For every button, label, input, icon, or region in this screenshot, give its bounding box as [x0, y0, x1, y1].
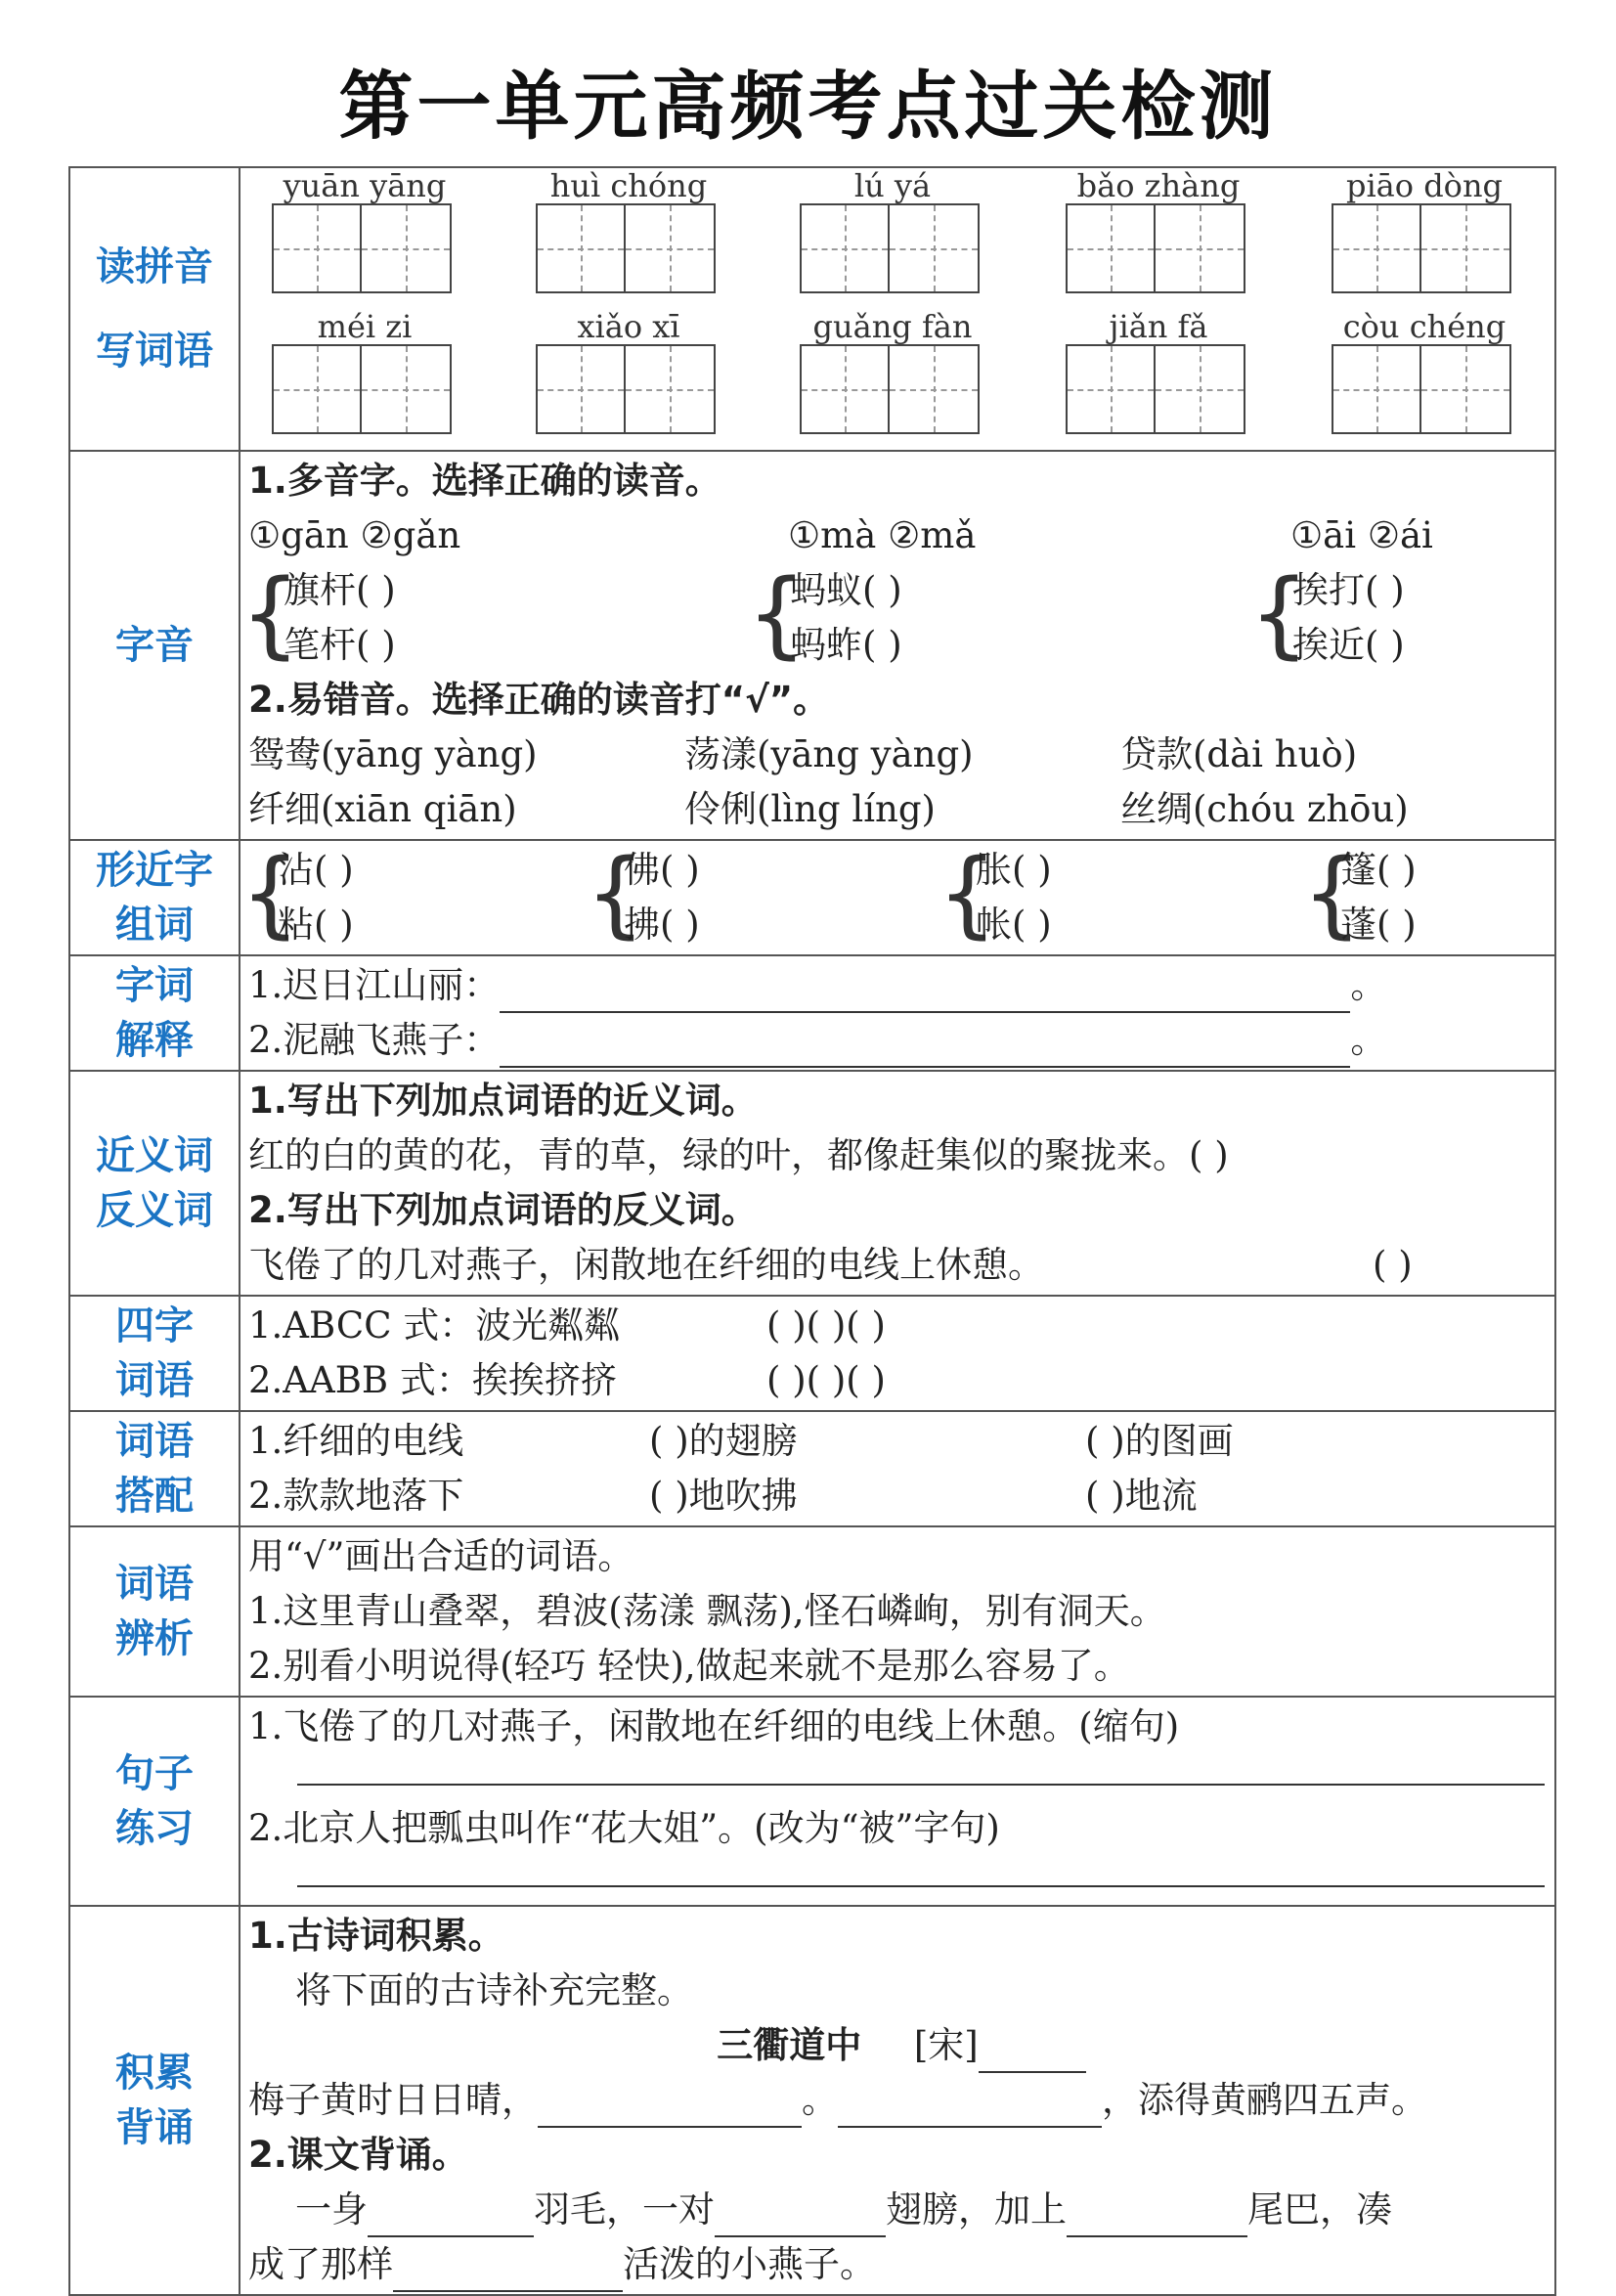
label-line: 积累 — [115, 2051, 194, 2096]
item: 2.北京人把瓢虫叫作“花大姐”。(改为“被”字句) — [248, 1807, 1000, 1849]
poem-title: 三衢道中 — [717, 2024, 862, 2066]
item: 纤细(xiān qiān) — [248, 788, 517, 830]
explain-line — [248, 1013, 1554, 1068]
pinyin-word — [1332, 309, 1517, 434]
recite-text: 羽毛，一对 — [534, 2188, 715, 2230]
item: 胀( ) — [976, 849, 1052, 891]
sentence-line — [248, 1238, 1554, 1293]
section-label — [69, 1071, 240, 1296]
brace-icon: { — [586, 839, 646, 949]
brace-icon: { — [240, 559, 301, 669]
pinyin-label: bǎo zhàng — [1076, 167, 1241, 204]
recite-text: 翅膀，加上 — [886, 2188, 1067, 2230]
item: 佛( ) — [624, 849, 700, 891]
writing-box[interactable] — [626, 203, 716, 293]
writing-box[interactable] — [272, 203, 362, 293]
section-label — [69, 1411, 240, 1526]
answer-line[interactable] — [297, 1784, 1545, 1786]
item: 1.飞倦了的几对燕子，闲散地在纤细的电线上休憩。(缩句) — [248, 1705, 1180, 1747]
option-line — [248, 508, 1554, 563]
word-line — [248, 1353, 1554, 1408]
writing-box[interactable] — [362, 344, 452, 434]
recite-text: 成了那样 — [248, 2243, 393, 2285]
item: 沾( ) — [278, 849, 354, 891]
answer-blanks[interactable]: ( )( )( ) — [766, 1359, 886, 1401]
label-line: 读拼音 — [96, 244, 213, 289]
period: 。 — [1350, 1019, 1387, 1061]
section-bianxi — [69, 1526, 1555, 1697]
sentence: 红的白的黄的花，青的草，绿的叶，都像赶集似的聚拢来。( ) — [248, 1134, 1229, 1176]
page-title: 第一单元高频考点过关检测 — [338, 63, 1278, 150]
recite-blank[interactable] — [393, 2249, 623, 2292]
pinyin-word — [536, 309, 721, 434]
writing-box[interactable] — [1421, 344, 1511, 434]
item: ( )地吹拂 — [649, 1475, 798, 1517]
item: 2.泥融飞燕子： — [248, 1019, 501, 1061]
item: 笔杆( ) — [284, 624, 396, 666]
writing-box[interactable] — [800, 344, 890, 434]
section-dapei — [69, 1411, 1555, 1526]
label-line: 字词 — [115, 963, 194, 1008]
label-line: 解释 — [115, 1018, 194, 1063]
label-line: 近义词 — [96, 1133, 213, 1178]
answer-blank[interactable]: ( ) — [1373, 1244, 1413, 1286]
pinyin-label: lú yá — [853, 167, 932, 204]
pinyin-word — [800, 168, 985, 293]
section-xingjin — [69, 840, 1555, 955]
section-jilei — [69, 1906, 1555, 2295]
item: 2.别看小明说得(轻巧 轻快),做起来就不是那么容易了。 — [248, 1645, 1130, 1687]
question-heading: 1.古诗词积累。 — [248, 1915, 504, 1957]
label-line: 词语 — [115, 1562, 194, 1607]
label-line: 组词 — [115, 903, 194, 948]
writing-box[interactable] — [536, 344, 626, 434]
period: 。 — [1350, 964, 1387, 1006]
item: 蚂蚁( ) — [790, 569, 902, 611]
label-line: 背诵 — [115, 2105, 194, 2150]
section-sizi — [69, 1296, 1555, 1411]
label-line: 四字 — [115, 1303, 194, 1348]
question-heading: 1.写出下列加点词语的近义词。 — [248, 1080, 758, 1122]
item: ( )地流 — [1085, 1475, 1198, 1517]
word-line — [248, 1299, 1554, 1353]
item: 贷款(dài huò) — [1120, 733, 1358, 775]
pinyin-row — [248, 309, 1547, 450]
answer-blanks[interactable]: ( )( )( ) — [766, 1304, 886, 1347]
item: 帐( ) — [976, 904, 1052, 946]
pinyin-label: xiǎo xī — [577, 308, 680, 345]
error-line — [248, 728, 1554, 782]
poem-blank[interactable] — [838, 2085, 1102, 2128]
section-jinfan — [69, 1071, 1555, 1296]
writing-box[interactable] — [1332, 344, 1421, 434]
item: 丝绸(chóu zhōu) — [1120, 788, 1409, 830]
writing-box[interactable] — [1156, 203, 1245, 293]
item: 挨打( ) — [1292, 569, 1405, 611]
item: 篷( ) — [1340, 849, 1417, 891]
label-line: 词语 — [115, 1419, 194, 1464]
question-heading: 2.课文背诵。 — [248, 2134, 468, 2176]
item: ( )的翅膀 — [649, 1420, 798, 1462]
sentence: 飞倦了的几对燕子，闲散地在纤细的电线上休憩。 — [248, 1244, 1044, 1286]
poem-text: 。 — [802, 2079, 838, 2121]
recite-text: 活泼的小燕子。 — [623, 2243, 876, 2285]
poem-text: ，添得黄鹂四五声。 — [1102, 2079, 1427, 2121]
item: 挨近( ) — [1292, 624, 1405, 666]
writing-box[interactable] — [890, 344, 980, 434]
item: 蚂蚱( ) — [790, 624, 902, 666]
writing-box[interactable] — [1066, 344, 1156, 434]
label-line: 练习 — [115, 1806, 194, 1851]
pinyin-word — [272, 309, 458, 434]
writing-box[interactable] — [1066, 203, 1156, 293]
section-juzi — [69, 1697, 1555, 1906]
writing-box[interactable] — [890, 203, 980, 293]
recite-blank[interactable] — [1067, 2194, 1247, 2237]
label-line: 句子 — [115, 1751, 194, 1796]
item: 2.AABB 式：挨挨挤挤 — [248, 1359, 617, 1401]
recite-blank[interactable] — [368, 2194, 534, 2237]
author-blank[interactable] — [979, 2030, 1086, 2073]
item: 1.这里青山叠翠，碧波(荡漾 飘荡),怪石嶙峋，别有洞天。 — [248, 1590, 1166, 1632]
writing-box[interactable] — [626, 344, 716, 434]
options-group-1: ①gān ②gǎn — [248, 514, 461, 556]
item: 1.ABCC 式：波光粼粼 — [248, 1304, 621, 1347]
answer-blank[interactable] — [500, 1025, 1350, 1068]
writing-box[interactable] — [1156, 344, 1245, 434]
item: 鸳鸯(yāng yàng) — [248, 733, 538, 775]
pinyin-label: méi zi — [317, 308, 413, 345]
item: 旗杆( ) — [284, 569, 396, 611]
polyphone-groups — [240, 559, 1554, 673]
poem-blank[interactable] — [538, 2085, 802, 2128]
pinyin-label: huì chóng — [549, 167, 708, 204]
section-label — [69, 1296, 240, 1411]
instruction: 用“√”画出合适的词语。 — [248, 1535, 634, 1577]
question-heading: 1.多音字。选择正确的读音。 — [248, 460, 721, 502]
section-pinyin — [69, 167, 1555, 451]
pinyin-label: jiǎn fǎ — [1109, 308, 1208, 345]
writing-box[interactable] — [272, 344, 362, 434]
answer-line[interactable] — [297, 1885, 1545, 1887]
poem-title-line — [248, 2018, 1554, 2073]
collocation-line — [248, 1414, 1554, 1469]
pinyin-label: guǎng fàn — [812, 308, 973, 345]
item: 蓬( ) — [1340, 904, 1417, 946]
section-label — [69, 955, 240, 1071]
answer-blank[interactable] — [500, 970, 1350, 1013]
section-label — [69, 1697, 240, 1906]
question-heading: 2.易错音。选择正确的读音打“√”。 — [248, 679, 830, 721]
label-line: 搭配 — [115, 1474, 194, 1519]
section-label: 字音 — [69, 451, 240, 840]
item: ( )的图画 — [1085, 1420, 1234, 1462]
error-line — [248, 782, 1554, 837]
collocation-line — [248, 1469, 1554, 1523]
brace-icon: { — [1249, 559, 1310, 669]
item: 1.纤细的电线 — [248, 1420, 464, 1462]
section-label — [69, 1906, 240, 2295]
label-line: 辨析 — [115, 1616, 194, 1661]
pinyin-row — [248, 168, 1547, 309]
item: 拂( ) — [624, 904, 700, 946]
pinyin-word — [1332, 168, 1517, 293]
recite-line — [248, 2237, 1554, 2292]
pinyin-word — [800, 309, 985, 434]
pinyin-word — [1066, 309, 1251, 434]
question-heading: 2.写出下列加点词语的反义词。 — [248, 1189, 758, 1231]
pinyin-word — [536, 168, 721, 293]
pinyin-label: còu chéng — [1342, 308, 1507, 345]
exam-table — [68, 166, 1556, 2296]
options-group-2: ①mà ②mǎ — [788, 514, 977, 556]
label-line: 写词语 — [96, 329, 213, 374]
recite-text: 尾巴，凑 — [1247, 2188, 1392, 2230]
label-line: 形近字 — [96, 848, 213, 893]
poem-text: 梅子黄时日日晴， — [248, 2079, 538, 2121]
section-label — [69, 1526, 240, 1697]
item: 粘( ) — [278, 904, 354, 946]
writing-box[interactable] — [536, 203, 626, 293]
writing-box[interactable] — [800, 203, 890, 293]
section-label — [69, 167, 240, 451]
item: 荡漾(yāng yàng) — [684, 733, 974, 775]
pinyin-label: yuān yāng — [283, 167, 447, 204]
recite-blank[interactable] — [715, 2194, 886, 2237]
options-group-3: ①āi ②ái — [1290, 514, 1433, 556]
pinyin-word — [1066, 168, 1251, 293]
writing-box[interactable] — [1332, 203, 1421, 293]
brace-icon: { — [938, 839, 998, 949]
brace-icon: { — [1302, 839, 1363, 949]
section-ziyin — [69, 451, 1555, 840]
poem-line — [248, 2073, 1554, 2128]
item: 1.迟日江山丽： — [248, 964, 501, 1006]
pinyin-word — [272, 168, 458, 293]
explain-line — [248, 958, 1554, 1013]
writing-box[interactable] — [1421, 203, 1511, 293]
recite-text: 一身 — [295, 2188, 368, 2230]
poem-dynasty: [宋] — [913, 2024, 979, 2066]
recite-line — [248, 2183, 1554, 2237]
section-zici — [69, 955, 1555, 1071]
label-line: 反义词 — [96, 1188, 213, 1233]
item: 伶俐(lìng líng) — [684, 788, 936, 830]
instruction: 将下面的古诗补充完整。 — [295, 1969, 693, 2011]
section-label — [69, 840, 240, 955]
label-line: 词语 — [115, 1358, 194, 1403]
brace-icon: { — [240, 839, 301, 949]
pinyin-label: piāo dòng — [1345, 167, 1504, 204]
item: 2.款款地落下 — [248, 1475, 464, 1517]
writing-box[interactable] — [362, 203, 452, 293]
brace-icon: { — [747, 559, 808, 669]
